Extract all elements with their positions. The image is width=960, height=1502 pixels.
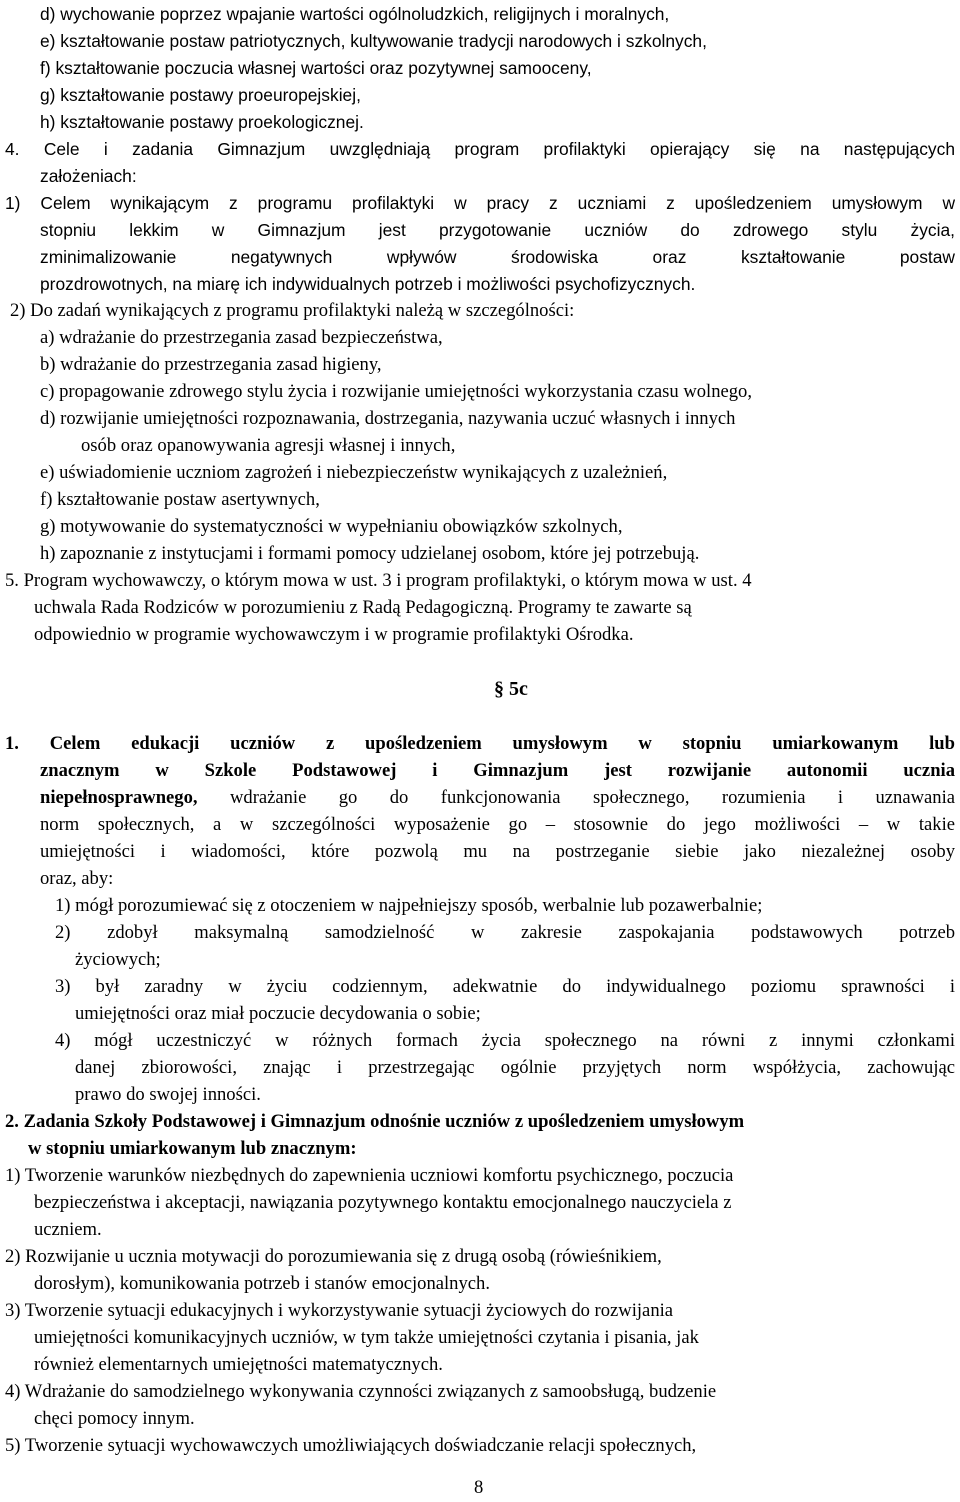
paragraph-line: 1. Celem edukacji uczniów z upośledzeniem umysłowym w stopniu umiarkowanym lub: [5, 733, 955, 754]
list-item: prawo do swojej inności.: [75, 1084, 261, 1105]
list-item: e) kształtowanie postaw patriotycznych, kultywowanie tradycji narodowych i szkolnych,: [40, 31, 707, 51]
bold-phrase: niepełnosprawnego,: [40, 787, 198, 808]
list-item: a) wdrażanie do przestrzegania zasad bezpieczeństwa,: [40, 327, 443, 348]
list-item: 4) mógł uczestniczyć w różnych formach życia społecznego na równi z innymi członkami: [55, 1030, 955, 1051]
list-item: g) kształtowanie postawy proeuropejskiej,: [40, 85, 361, 105]
paragraph-line: znacznym w Szkole Podstawowej i Gimnazjum jest rozwijanie autonomii ucznia: [40, 760, 955, 781]
paragraph-line: założeniach:: [40, 166, 137, 186]
list-item: bezpieczeństwa i akceptacji, nawiązania pozytywnego kontaktu emocjonalnego nauczyciela z: [34, 1192, 732, 1213]
list-item: dorosłym), komunikowania potrzeb i stanów emocjonalnych.: [34, 1273, 490, 1294]
list-item: d) rozwijanie umiejętności rozpoznawania, dostrzegania, nazywania uczuć własnych i innych: [40, 408, 736, 429]
list-item: f) kształtowanie poczucia własnej wartości oraz pozytywnej samooceny,: [40, 58, 592, 78]
list-item: f) kształtowanie postaw asertywnych,: [40, 489, 320, 510]
list-item: 3) był zaradny w życiu codziennym, adekwatnie do indywidualnego poziomu sprawności i: [55, 976, 955, 997]
paragraph-line: uchwala Rada Rodziców w porozumieniu z Radą Pedagogiczną. Programy te zawarte są: [34, 597, 692, 618]
list-item: c) propagowanie zdrowego stylu życia i rozwijanie umiejętności wykorzystania czasu wolnego,: [40, 381, 753, 402]
list-item: d) wychowanie poprzez wpajanie wartości ogólnoludzkich, religijnych i moralnych,: [40, 4, 670, 24]
list-item: życiowych;: [75, 949, 161, 970]
paragraph-line: norm społecznych, a w szczególności wyposażenie go – stosownie do jego możliwości – w takie: [40, 814, 955, 835]
paragraph-line: 4. Cele i zadania Gimnazjum uwzględniają program profilaktyki opierający się na następujących: [5, 139, 955, 159]
paragraph-heading: w stopniu umiarkowanym lub znacznym:: [28, 1138, 357, 1159]
paragraph-line: stopniu lekkim w Gimnazjum jest przygotowanie uczniów do zdrowego stylu życia,: [40, 220, 955, 240]
list-item: 3) Tworzenie sytuacji edukacyjnych i wykorzystywanie sytuacji życiowych do rozwijania: [5, 1300, 674, 1321]
paragraph-text: wdrażanie go do funkcjonowania społecznego, rozumienia i uznawania: [197, 787, 955, 808]
list-item: h) kształtowanie postawy proekologicznej.: [40, 112, 364, 132]
list-item: 1) Tworzenie warunków niezbędnych do zapewnienia uczniowi komfortu psychicznego, poczucia: [5, 1165, 734, 1186]
list-item: również elementarnych umiejętności matematycznych.: [34, 1354, 443, 1375]
paragraph-line: prozdrowotnych, na miarę ich indywidualnych potrzeb i możliwości psychofizycznych.: [40, 274, 696, 294]
list-item: 1) mógł porozumiewać się z otoczeniem w najpełniejszy sposób, werbalnie lub pozawerbalnie;: [55, 895, 763, 916]
paragraph-line: 5. Program wychowawczy, o którym mowa w ust. 3 i program profilaktyki, o którym mowa w ust. 4: [5, 570, 752, 591]
paragraph-line: [40, 785, 955, 811]
list-item: b) wdrażanie do przestrzegania zasad higieny,: [40, 354, 382, 375]
paragraph-line: odpowiednio w programie wychowawczym i w programie profilaktyki Ośrodka.: [34, 624, 634, 645]
paragraph-line: zminimalizowanie negatywnych wpływów środowiska oraz kształtowanie postaw: [40, 247, 955, 267]
page-number: 8: [474, 1477, 484, 1498]
paragraph-line: 1) Celem wynikającym z programu profilaktyki w pracy z uczniami z upośledzeniem umysłowym w: [5, 193, 955, 213]
list-item: danej zbiorowości, znając i przestrzegając ogólnie przyjętych norm współżycia, zachowując: [75, 1057, 955, 1078]
list-item: osób oraz opanowywania agresji własnej i innych,: [81, 435, 456, 456]
section-heading: § 5c: [494, 678, 528, 700]
paragraph-line: umiejętności i wiadomości, które pozwolą mu na postrzeganie siebie jako niezależnej osoby: [40, 841, 955, 862]
list-item: h) zapoznanie z instytucjami i formami pomocy udzielanej osobom, które jej potrzebują.: [40, 543, 700, 564]
list-item: 2) Rozwijanie u ucznia motywacji do porozumiewania się z drugą osobą (rówieśnikiem,: [5, 1246, 662, 1267]
paragraph-heading: 2. Zadania Szkoły Podstawowej i Gimnazjum odnośnie uczniów z upośledzeniem umysłowym: [5, 1111, 745, 1132]
list-item: umiejętności komunikacyjnych uczniów, w tym także umiejętności czytania i pisania, jak: [34, 1327, 699, 1348]
list-item: 5) Tworzenie sytuacji wychowawczych umożliwiających doświadczanie relacji społecznych,: [5, 1435, 697, 1456]
list-item: uczniem.: [34, 1219, 102, 1240]
list-item: 2) zdobył maksymalną samodzielność w zakresie zaspokajania podstawowych potrzeb: [55, 922, 955, 943]
paragraph-line: 2) Do zadań wynikających z programu profilaktyki należą w szczególności:: [10, 300, 575, 321]
list-item: e) uświadomienie uczniom zagrożeń i niebezpieczeństw wynikających z uzależnień,: [40, 462, 668, 483]
paragraph-line: oraz, aby:: [40, 868, 114, 889]
list-item: umiejętności oraz miał poczucie decydowania o sobie;: [75, 1003, 481, 1024]
list-item: chęci pomocy innym.: [34, 1408, 195, 1429]
list-item: g) motywowanie do systematyczności w wypełnianiu obowiązków szkolnych,: [40, 516, 623, 537]
list-item: 4) Wdrażanie do samodzielnego wykonywania czynności związanych z samoobsługą, budzenie: [5, 1381, 717, 1402]
